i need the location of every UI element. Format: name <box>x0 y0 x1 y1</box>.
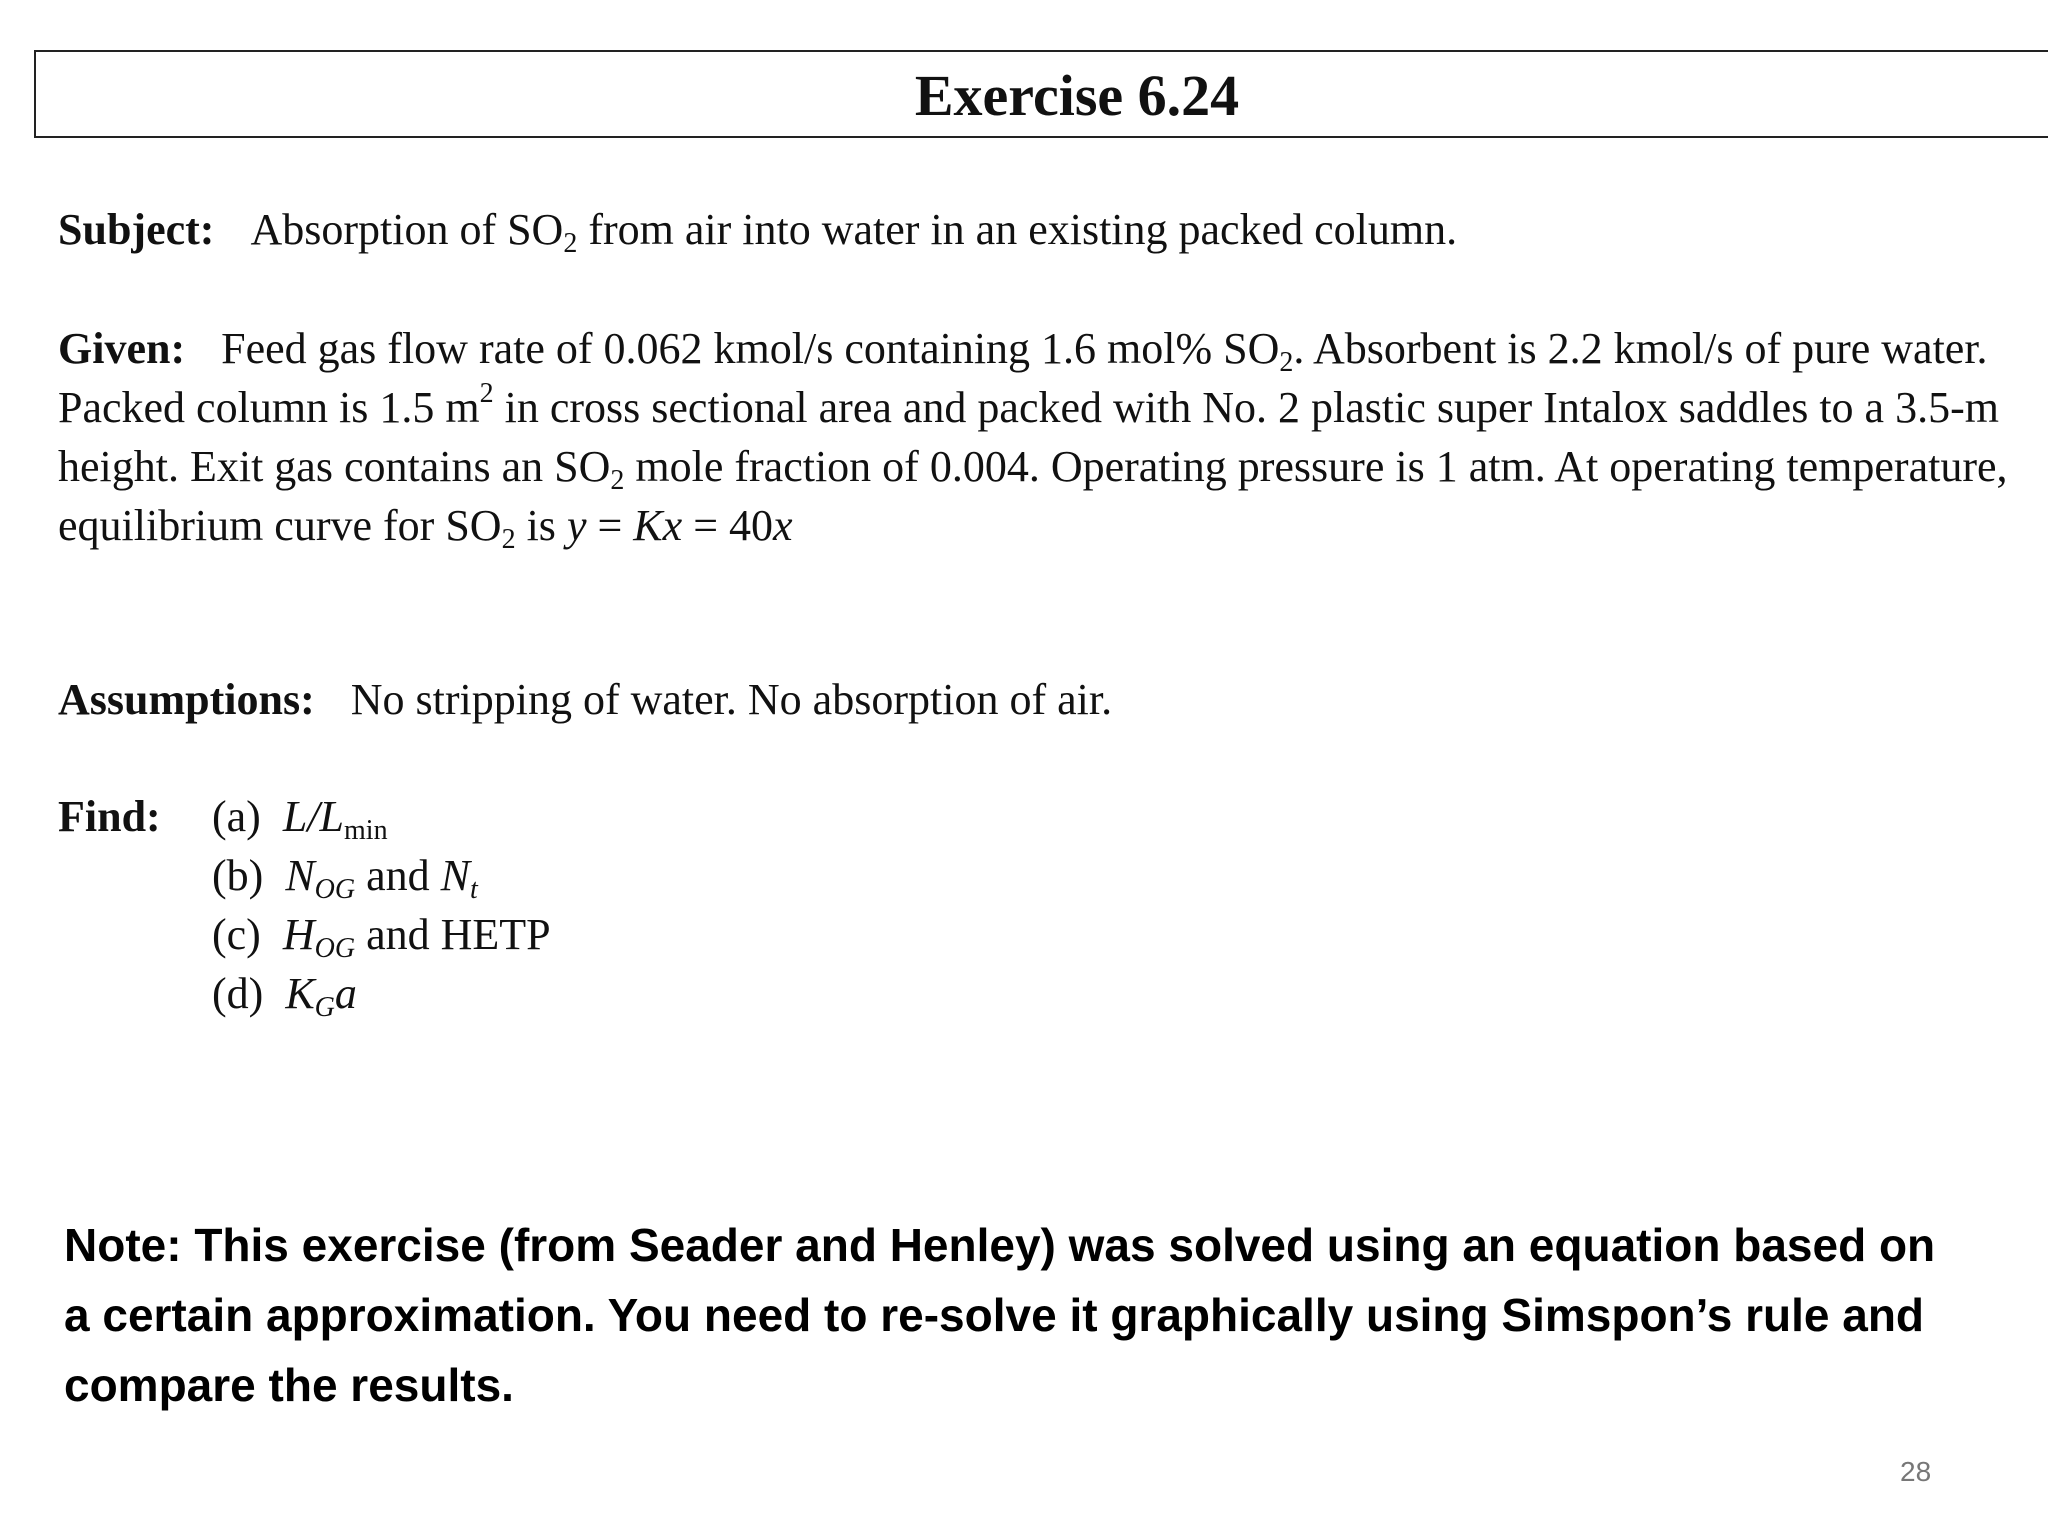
find-section <box>58 787 551 1023</box>
eq-equals-1: = <box>586 501 634 550</box>
given-sub-2: 2 <box>610 465 625 496</box>
subject-label: Subject: <box>58 205 215 254</box>
note-text: Note: This exercise (from Seader and Henley) was solved using an equation based on a certain approximation. You need to re-solve it graphically using Simspon’s rule and compare the results. <box>64 1219 1936 1411</box>
find-label: Find: <box>58 792 161 841</box>
find-c-sub: OG <box>314 933 356 964</box>
slide-title: Exercise 6.24 <box>914 63 1240 128</box>
find-item-a <box>212 787 551 846</box>
find-list <box>212 787 551 1023</box>
eq-equals-2: = 40 <box>682 501 774 550</box>
given-text-5: is <box>515 501 567 550</box>
find-item-b <box>212 846 551 905</box>
assumptions-label: Assumptions: <box>58 675 315 724</box>
find-b-main: N <box>285 851 315 900</box>
find-a-sub: min <box>344 815 388 846</box>
given-text-3: in cross sectional area and packed with No. 2 plastic super Intalox saddles to a 3.5-m height. Exit gas contains an SO <box>58 383 1999 491</box>
title-box <box>34 50 2048 138</box>
find-b-tag: (b) <box>212 851 264 900</box>
subject-subscript: 2 <box>563 228 578 259</box>
given-text-1: Feed gas flow rate of 0.062 kmol/s containing 1.6 mol% SO <box>221 324 1280 373</box>
eq-y: y <box>566 501 587 550</box>
find-d-rest: a <box>334 969 357 1018</box>
given-sup-1: 2 <box>479 378 494 409</box>
find-d-sub: G <box>314 992 335 1023</box>
given-section <box>58 319 2028 555</box>
assumptions-section <box>58 670 1112 729</box>
given-label: Given: <box>58 324 186 373</box>
given-text-4: mole fraction of 0.004. Operating pressure is 1 atm. At operating temperature, equilibrium curve for SO <box>58 442 2008 550</box>
find-c-main: H <box>282 910 315 959</box>
given-text-2: . Absorbent is 2.2 kmol/s of pure water. Packed column is 1.5 m <box>58 324 1988 432</box>
page-number: 28 <box>1900 1456 1932 1487</box>
find-item-d <box>212 964 551 1023</box>
find-b-sub2: t <box>470 874 478 905</box>
eq-kx: Kx <box>633 501 683 550</box>
find-d-tag: (d) <box>212 969 264 1018</box>
find-c-rest: and HETP <box>355 910 551 959</box>
find-d-main: K <box>285 969 315 1018</box>
subject-text-1: Absorption of SO <box>250 205 564 254</box>
find-c-tag: (c) <box>212 910 261 959</box>
find-b-and: and <box>355 851 441 900</box>
given-sub-1: 2 <box>1279 347 1294 378</box>
find-b-sub: OG <box>314 874 356 905</box>
find-b-main2: N <box>440 851 471 900</box>
eq-x: x <box>773 501 793 550</box>
given-sub-3: 2 <box>501 524 516 555</box>
subject-section <box>58 200 1457 259</box>
find-a-tag: (a) <box>212 792 261 841</box>
find-a-main: L/L <box>282 792 345 841</box>
assumptions-text: No stripping of water. No absorption of air. <box>350 675 1113 724</box>
find-item-c <box>212 905 551 964</box>
subject-text-2: from air into water in an existing packed column. <box>577 205 1458 254</box>
